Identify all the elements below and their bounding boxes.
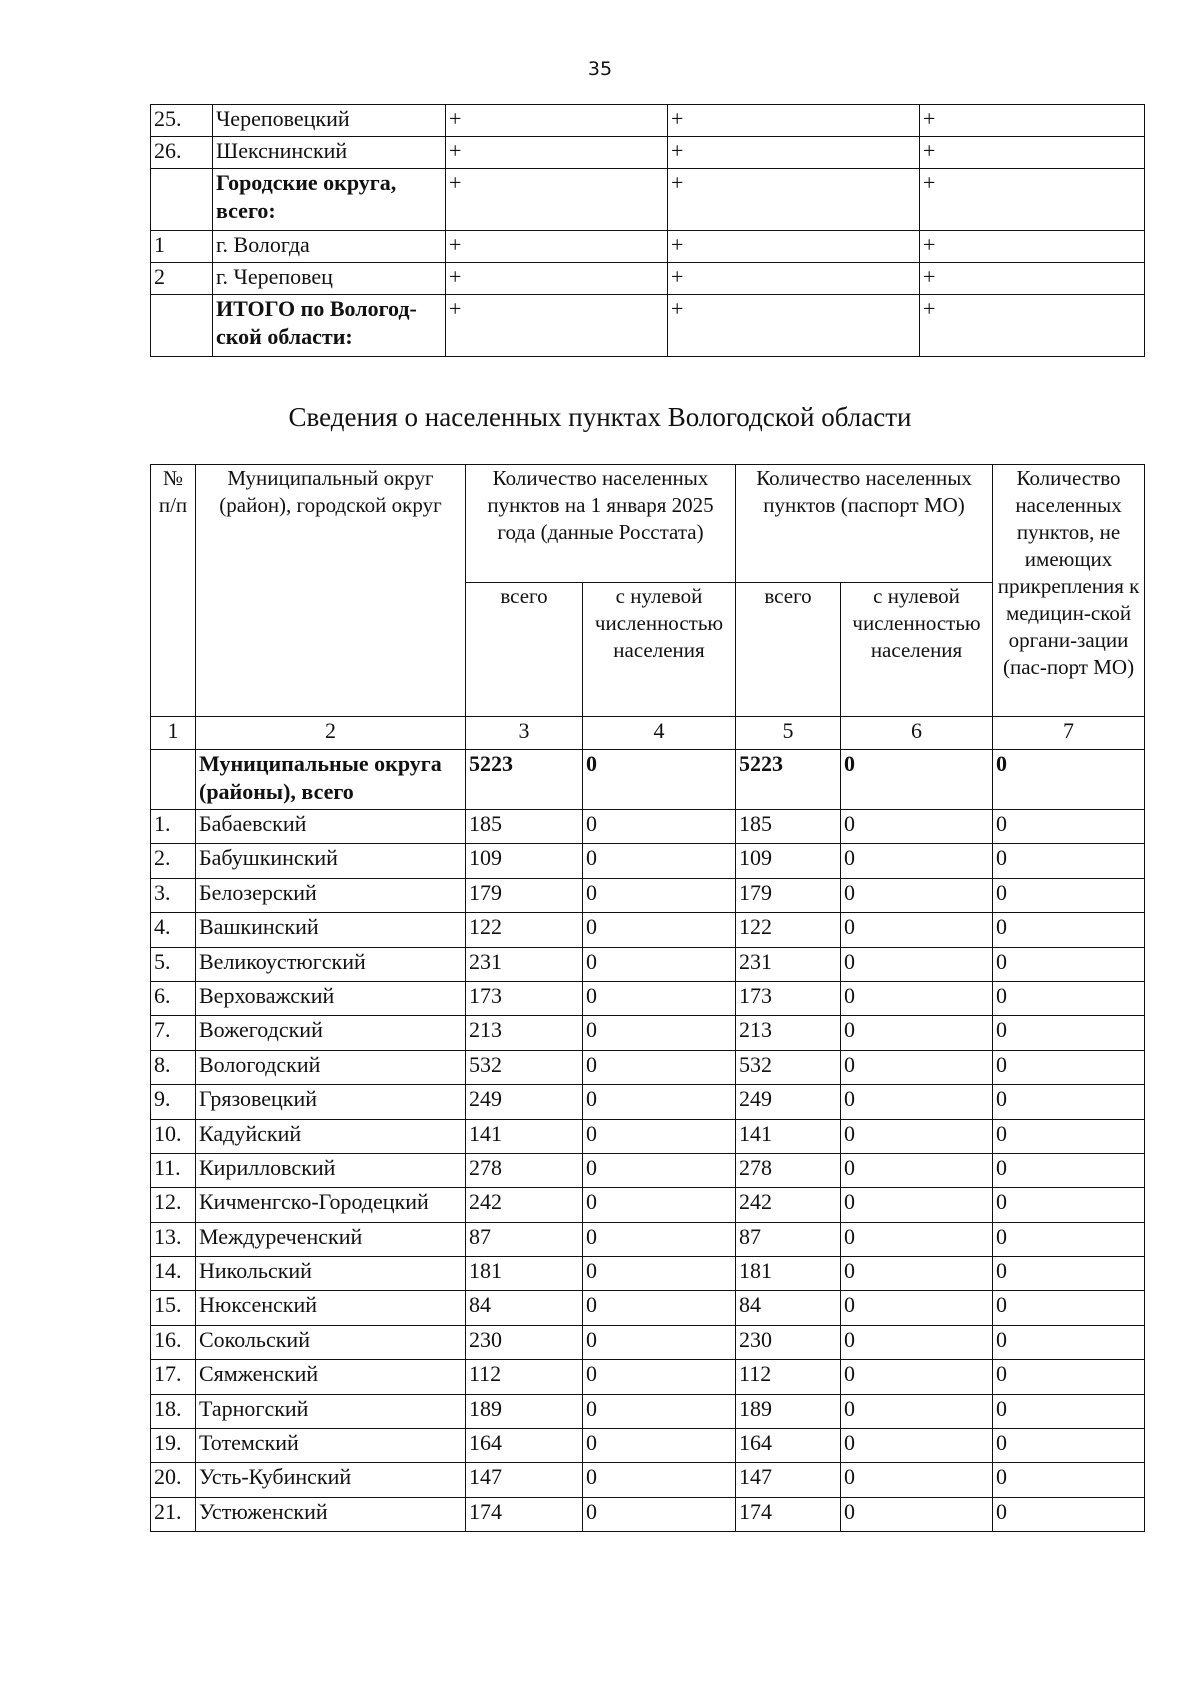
rosstat-total: 173 xyxy=(466,981,583,1015)
rosstat-total: 164 xyxy=(466,1429,583,1463)
top-table-row xyxy=(151,169,1145,231)
passport-zero-pop: 0 xyxy=(841,1257,993,1291)
rosstat-total: 230 xyxy=(466,1325,583,1359)
row-number: 20. xyxy=(151,1463,196,1497)
rosstat-zero-pop: 0 xyxy=(583,981,736,1015)
district-name: Междуреченский xyxy=(196,1222,466,1256)
rosstat-zero-pop: 0 xyxy=(583,844,736,878)
district-name: Сямженский xyxy=(196,1360,466,1394)
passport-zero-pop: 0 xyxy=(841,1325,993,1359)
table-row xyxy=(151,1016,1145,1050)
rosstat-zero-pop: 0 xyxy=(583,1291,736,1325)
rosstat-zero-pop: 0 xyxy=(583,1257,736,1291)
passport-total: 249 xyxy=(736,1085,841,1119)
header-rosstat-zero-pop: с нулевой численностью населения xyxy=(583,583,736,717)
main-table-body xyxy=(151,750,1145,1532)
passport-total: 189 xyxy=(736,1394,841,1428)
no-attachment-count: 0 xyxy=(993,1222,1145,1256)
district-name: Вожегодский xyxy=(196,1016,466,1050)
no-attachment-count: 0 xyxy=(993,1497,1145,1531)
row-number: 2. xyxy=(151,844,196,878)
no-attachment-count: 0 xyxy=(993,981,1145,1015)
header-passport-zero-pop: с нулевой численностью населения xyxy=(841,583,993,717)
passport-zero-pop: 0 xyxy=(841,810,993,844)
total-row-passport-total: 5223 xyxy=(736,750,841,810)
passport-total: 164 xyxy=(736,1429,841,1463)
rosstat-zero-pop: 0 xyxy=(583,1325,736,1359)
row-number: 10. xyxy=(151,1119,196,1153)
passport-total: 174 xyxy=(736,1497,841,1531)
passport-total: 141 xyxy=(736,1119,841,1153)
passport-zero-pop: 0 xyxy=(841,1394,993,1428)
row-number: 14. xyxy=(151,1257,196,1291)
no-attachment-count: 0 xyxy=(993,1119,1145,1153)
district-name: Белозерский xyxy=(196,878,466,912)
passport-total: 532 xyxy=(736,1050,841,1084)
row-number: 17. xyxy=(151,1360,196,1394)
table-row xyxy=(151,947,1145,981)
status-cell: + xyxy=(920,137,1145,169)
rosstat-total: 249 xyxy=(466,1085,583,1119)
table-row xyxy=(151,1050,1145,1084)
top-table-row xyxy=(151,263,1145,295)
passport-total: 181 xyxy=(736,1257,841,1291)
no-attachment-count: 0 xyxy=(993,1016,1145,1050)
rosstat-zero-pop: 0 xyxy=(583,947,736,981)
status-cell: + xyxy=(920,169,1145,231)
row-number xyxy=(151,169,213,231)
row-number: 16. xyxy=(151,1325,196,1359)
passport-total: 179 xyxy=(736,878,841,912)
table-row xyxy=(151,1497,1145,1531)
rosstat-total: 147 xyxy=(466,1463,583,1497)
district-name: Тотемский xyxy=(196,1429,466,1463)
total-row-name: Муниципальные округа (районы), всего xyxy=(196,750,466,810)
district-name: Череповецкий xyxy=(213,105,446,137)
total-row-rosstat-zero: 0 xyxy=(583,750,736,810)
status-cell: + xyxy=(668,295,920,357)
header-passport-group: Количество населенных пунктов (паспорт МО) xyxy=(736,465,993,583)
no-attachment-count: 0 xyxy=(993,878,1145,912)
top-table-row xyxy=(151,231,1145,263)
rosstat-zero-pop: 0 xyxy=(583,1394,736,1428)
table-row xyxy=(151,1360,1145,1394)
district-name: Шекснинский xyxy=(213,137,446,169)
status-cell: + xyxy=(446,137,668,169)
row-number: 11. xyxy=(151,1153,196,1187)
status-cell: + xyxy=(668,105,920,137)
column-index: 5 xyxy=(736,717,841,750)
status-cell: + xyxy=(446,169,668,231)
column-index: 3 xyxy=(466,717,583,750)
table-row xyxy=(151,1222,1145,1256)
rosstat-zero-pop: 0 xyxy=(583,878,736,912)
passport-total: 231 xyxy=(736,947,841,981)
passport-total: 230 xyxy=(736,1325,841,1359)
header-passport-total: всего xyxy=(736,583,841,717)
total-row-number xyxy=(151,750,196,810)
passport-zero-pop: 0 xyxy=(841,947,993,981)
no-attachment-count: 0 xyxy=(993,1085,1145,1119)
district-name: Великоустюгский xyxy=(196,947,466,981)
no-attachment-count: 0 xyxy=(993,1325,1145,1359)
table-row xyxy=(151,913,1145,947)
rosstat-zero-pop: 0 xyxy=(583,1188,736,1222)
district-name: г. Вологда xyxy=(213,231,446,263)
table-row xyxy=(151,1119,1145,1153)
rosstat-zero-pop: 0 xyxy=(583,1085,736,1119)
rosstat-total: 532 xyxy=(466,1050,583,1084)
status-cell: + xyxy=(446,263,668,295)
passport-zero-pop: 0 xyxy=(841,1188,993,1222)
rosstat-total: 112 xyxy=(466,1360,583,1394)
total-row-no-attachment: 0 xyxy=(993,750,1145,810)
rosstat-zero-pop: 0 xyxy=(583,810,736,844)
passport-total: 278 xyxy=(736,1153,841,1187)
row-number: 8. xyxy=(151,1050,196,1084)
rosstat-total: 278 xyxy=(466,1153,583,1187)
passport-total: 84 xyxy=(736,1291,841,1325)
row-number: 1. xyxy=(151,810,196,844)
rosstat-zero-pop: 0 xyxy=(583,1050,736,1084)
no-attachment-count: 0 xyxy=(993,1429,1145,1463)
table-row xyxy=(151,844,1145,878)
row-number: 4. xyxy=(151,913,196,947)
rosstat-zero-pop: 0 xyxy=(583,1119,736,1153)
row-number: 9. xyxy=(151,1085,196,1119)
column-index-row xyxy=(151,717,1145,750)
passport-zero-pop: 0 xyxy=(841,1085,993,1119)
rosstat-total: 189 xyxy=(466,1394,583,1428)
status-cell: + xyxy=(920,105,1145,137)
row-number: 18. xyxy=(151,1394,196,1428)
rosstat-total: 179 xyxy=(466,878,583,912)
no-attachment-count: 0 xyxy=(993,1153,1145,1187)
table-row xyxy=(151,1085,1145,1119)
row-number: 12. xyxy=(151,1188,196,1222)
passport-total: 213 xyxy=(736,1016,841,1050)
no-attachment-count: 0 xyxy=(993,1463,1145,1497)
rosstat-total: 174 xyxy=(466,1497,583,1531)
no-attachment-count: 0 xyxy=(993,947,1145,981)
table-row xyxy=(151,1188,1145,1222)
header-rosstat-group: Количество населенных пунктов на 1 января 2025 года (данные Росстата) xyxy=(466,465,736,583)
district-name: Никольский xyxy=(196,1257,466,1291)
page-number: 35 xyxy=(587,58,613,80)
table-row xyxy=(151,1325,1145,1359)
rosstat-zero-pop: 0 xyxy=(583,913,736,947)
top-table-body xyxy=(151,105,1145,357)
status-cell: + xyxy=(668,231,920,263)
row-number xyxy=(151,295,213,357)
header-number: № п/п xyxy=(151,465,196,717)
passport-total: 109 xyxy=(736,844,841,878)
district-name: Устюженский xyxy=(196,1497,466,1531)
district-name: Усть-Кубинский xyxy=(196,1463,466,1497)
passport-zero-pop: 0 xyxy=(841,1360,993,1394)
rosstat-zero-pop: 0 xyxy=(583,1497,736,1531)
district-name: Бабаевский xyxy=(196,810,466,844)
no-attachment-count: 0 xyxy=(993,1291,1145,1325)
status-cell: + xyxy=(668,263,920,295)
status-cell: + xyxy=(920,295,1145,357)
total-row-rosstat-total: 5223 xyxy=(466,750,583,810)
district-name: Кадуйский xyxy=(196,1119,466,1153)
column-index: 7 xyxy=(993,717,1145,750)
district-name: Кирилловский xyxy=(196,1153,466,1187)
district-name: Вологодский xyxy=(196,1050,466,1084)
no-attachment-count: 0 xyxy=(993,1394,1145,1428)
no-attachment-count: 0 xyxy=(993,1188,1145,1222)
total-row xyxy=(151,750,1145,810)
rosstat-total: 87 xyxy=(466,1222,583,1256)
rosstat-total: 231 xyxy=(466,947,583,981)
passport-zero-pop: 0 xyxy=(841,844,993,878)
rosstat-total: 84 xyxy=(466,1291,583,1325)
status-cell: + xyxy=(920,263,1145,295)
no-attachment-count: 0 xyxy=(993,810,1145,844)
district-name: Городские округа, всего: xyxy=(213,169,446,231)
district-name: Нюксенский xyxy=(196,1291,466,1325)
top-table-row xyxy=(151,105,1145,137)
status-cell: + xyxy=(668,169,920,231)
rosstat-zero-pop: 0 xyxy=(583,1153,736,1187)
rosstat-zero-pop: 0 xyxy=(583,1222,736,1256)
rosstat-total: 242 xyxy=(466,1188,583,1222)
passport-zero-pop: 0 xyxy=(841,1153,993,1187)
row-number: 25. xyxy=(151,105,213,137)
table-row xyxy=(151,981,1145,1015)
rosstat-total: 109 xyxy=(466,844,583,878)
district-name: ИТОГО по Вологод-ской области: xyxy=(213,295,446,357)
district-name: г. Череповец xyxy=(213,263,446,295)
passport-zero-pop: 0 xyxy=(841,878,993,912)
passport-total: 173 xyxy=(736,981,841,1015)
passport-zero-pop: 0 xyxy=(841,1497,993,1531)
passport-total: 242 xyxy=(736,1188,841,1222)
row-number: 1 xyxy=(151,231,213,263)
passport-zero-pop: 0 xyxy=(841,1050,993,1084)
table-row xyxy=(151,1257,1145,1291)
row-number: 3. xyxy=(151,878,196,912)
column-index: 4 xyxy=(583,717,736,750)
passport-total: 147 xyxy=(736,1463,841,1497)
column-index: 6 xyxy=(841,717,993,750)
no-attachment-count: 0 xyxy=(993,844,1145,878)
passport-zero-pop: 0 xyxy=(841,1463,993,1497)
rosstat-zero-pop: 0 xyxy=(583,1016,736,1050)
rosstat-total: 122 xyxy=(466,913,583,947)
rosstat-zero-pop: 0 xyxy=(583,1463,736,1497)
column-index: 2 xyxy=(196,717,466,750)
district-name: Бабушкинский xyxy=(196,844,466,878)
passport-zero-pop: 0 xyxy=(841,1119,993,1153)
no-attachment-count: 0 xyxy=(993,913,1145,947)
passport-zero-pop: 0 xyxy=(841,913,993,947)
table-row xyxy=(151,1291,1145,1325)
header-row-top xyxy=(151,465,1145,583)
row-number: 21. xyxy=(151,1497,196,1531)
rosstat-total: 181 xyxy=(466,1257,583,1291)
row-number: 15. xyxy=(151,1291,196,1325)
rosstat-total: 213 xyxy=(466,1016,583,1050)
table-row xyxy=(151,878,1145,912)
district-name: Сокольский xyxy=(196,1325,466,1359)
section-title: Сведения о населенных пунктах Вологодской области xyxy=(288,402,912,432)
status-cell: + xyxy=(668,137,920,169)
top-table-row xyxy=(151,137,1145,169)
row-number: 7. xyxy=(151,1016,196,1050)
row-number: 26. xyxy=(151,137,213,169)
passport-zero-pop: 0 xyxy=(841,1291,993,1325)
rosstat-total: 185 xyxy=(466,810,583,844)
rosstat-zero-pop: 0 xyxy=(583,1360,736,1394)
header-rosstat-total: всего xyxy=(466,583,583,717)
district-name: Верховажский xyxy=(196,981,466,1015)
header-municipality: Муниципальный округ (район), городской округ xyxy=(196,465,466,717)
table-row xyxy=(151,1394,1145,1428)
row-number: 2 xyxy=(151,263,213,295)
no-attachment-count: 0 xyxy=(993,1050,1145,1084)
total-row-passport-zero: 0 xyxy=(841,750,993,810)
settlements-table xyxy=(150,464,1145,1532)
row-number: 6. xyxy=(151,981,196,1015)
district-name: Грязовецкий xyxy=(196,1085,466,1119)
passport-zero-pop: 0 xyxy=(841,1222,993,1256)
district-name: Вашкинский xyxy=(196,913,466,947)
passport-zero-pop: 0 xyxy=(841,981,993,1015)
regions-status-table-continued xyxy=(150,104,1145,357)
header-no-medical-attachment: Количество населенных пунктов, не имеющих прикрепления к медицин-ской органи-зации (пас-порт МО) xyxy=(993,465,1145,717)
district-name: Кичменгско-Городецкий xyxy=(196,1188,466,1222)
status-cell: + xyxy=(446,231,668,263)
status-cell: + xyxy=(446,295,668,357)
table-row xyxy=(151,1463,1145,1497)
row-number: 13. xyxy=(151,1222,196,1256)
passport-zero-pop: 0 xyxy=(841,1016,993,1050)
table-row xyxy=(151,1153,1145,1187)
row-number: 5. xyxy=(151,947,196,981)
passport-total: 122 xyxy=(736,913,841,947)
status-cell: + xyxy=(920,231,1145,263)
passport-total: 112 xyxy=(736,1360,841,1394)
row-number: 19. xyxy=(151,1429,196,1463)
no-attachment-count: 0 xyxy=(993,1360,1145,1394)
district-name: Тарногский xyxy=(196,1394,466,1428)
passport-total: 185 xyxy=(736,810,841,844)
table-row xyxy=(151,810,1145,844)
top-table-row xyxy=(151,295,1145,357)
column-index: 1 xyxy=(151,717,196,750)
passport-total: 87 xyxy=(736,1222,841,1256)
no-attachment-count: 0 xyxy=(993,1257,1145,1291)
table-row xyxy=(151,1429,1145,1463)
rosstat-zero-pop: 0 xyxy=(583,1429,736,1463)
passport-zero-pop: 0 xyxy=(841,1429,993,1463)
status-cell: + xyxy=(446,105,668,137)
rosstat-total: 141 xyxy=(466,1119,583,1153)
